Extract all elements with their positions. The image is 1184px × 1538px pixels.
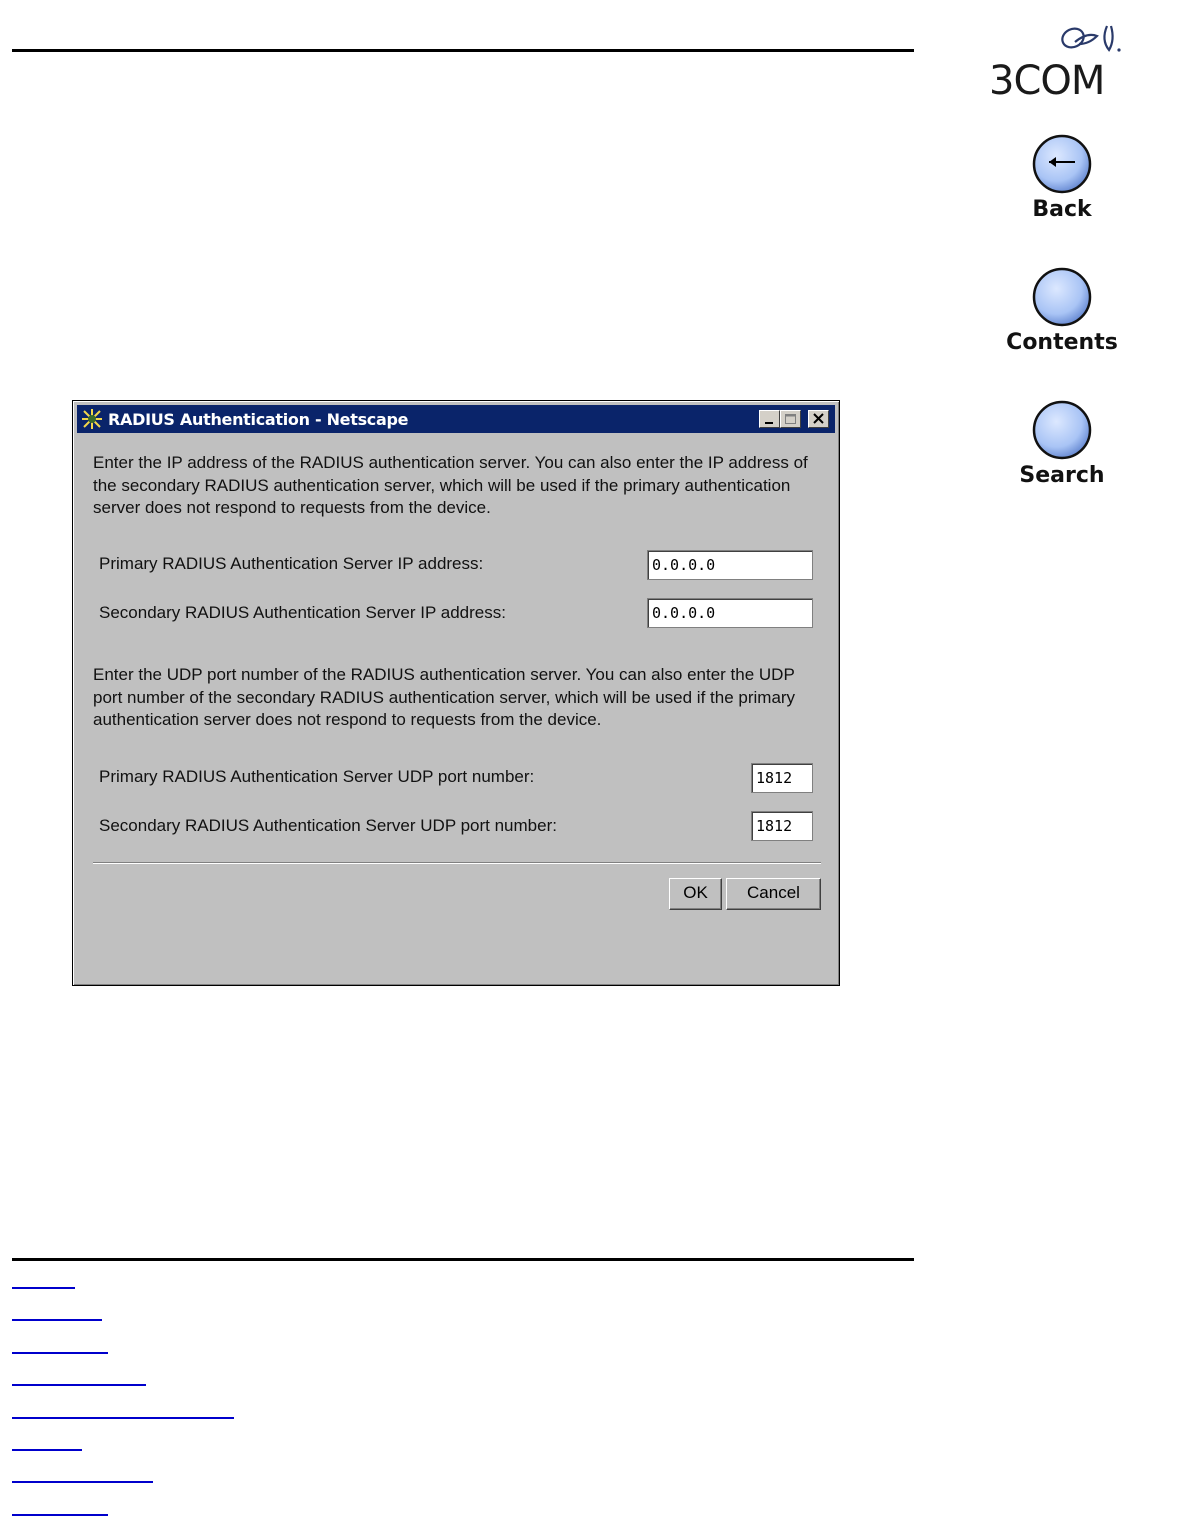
logo-mark-icon — [1053, 20, 1135, 56]
footer-links — [12, 1279, 234, 1538]
footer-link[interactable] — [12, 1287, 234, 1311]
secondary-port-input[interactable]: 1812 — [751, 811, 813, 841]
port-instructions: Enter the UDP port number of the RADIUS authentication server. You can also enter the UDP port number of the secondary RADIUS authentication server, which will be used if the primary authentication server does not respond to requests from the device. — [93, 665, 796, 729]
contents-ball-icon — [1031, 266, 1093, 328]
ip-instructions: Enter the IP address of the RADIUS authentication server. You can also enter the IP address of the secondary RADIUS authentication server, which will be used if the primary authentication server does not respond to requests from the device. — [93, 453, 808, 517]
minimize-icon — [760, 411, 779, 427]
top-divider — [12, 49, 914, 52]
minimize-button[interactable] — [759, 410, 780, 428]
footer-link[interactable] — [12, 1449, 234, 1473]
footer-link[interactable] — [12, 1481, 234, 1505]
footer-link[interactable] — [12, 1319, 234, 1343]
footer-link[interactable] — [12, 1352, 234, 1376]
back-button[interactable] — [1000, 133, 1124, 222]
maximize-button[interactable] — [780, 410, 801, 428]
back-arrow-icon — [1031, 133, 1093, 195]
primary-port-input[interactable]: 1812 — [751, 763, 813, 793]
primary-ip-input[interactable]: 0.0.0.0 — [647, 550, 813, 580]
search-label: Search — [1019, 463, 1105, 488]
footer-link[interactable] — [12, 1417, 234, 1441]
secondary-ip-label: Secondary RADIUS Authentication Server IP address: — [99, 603, 506, 622]
radius-authentication-dialog — [72, 400, 840, 986]
ok-button[interactable]: OK — [669, 878, 722, 910]
dialog-separator — [93, 862, 821, 864]
close-button[interactable] — [808, 410, 829, 428]
maximize-icon — [781, 411, 800, 427]
netscape-icon — [81, 408, 103, 430]
back-label: Back — [1032, 197, 1092, 222]
contents-button[interactable] — [1000, 266, 1124, 355]
footer-link[interactable] — [12, 1384, 234, 1408]
bottom-divider — [12, 1258, 914, 1261]
search-ball-icon — [1031, 399, 1093, 461]
close-icon — [809, 411, 828, 427]
primary-ip-label: Primary RADIUS Authentication Server IP address: — [99, 554, 484, 573]
cancel-button[interactable]: Cancel — [726, 878, 821, 910]
dialog-titlebar[interactable] — [77, 405, 835, 433]
primary-port-label: Primary RADIUS Authentication Server UDP port number: — [99, 767, 535, 786]
logo-text: 3COM — [989, 58, 1105, 104]
secondary-ip-input[interactable]: 0.0.0.0 — [647, 598, 813, 628]
brand-logo — [985, 20, 1135, 102]
contents-label: Contents — [1006, 330, 1118, 355]
secondary-port-label: Secondary RADIUS Authentication Server UDP port number: — [99, 816, 557, 835]
search-button[interactable] — [1000, 399, 1124, 488]
footer-link[interactable] — [12, 1514, 234, 1538]
dialog-title: RADIUS Authentication - Netscape — [108, 410, 409, 429]
